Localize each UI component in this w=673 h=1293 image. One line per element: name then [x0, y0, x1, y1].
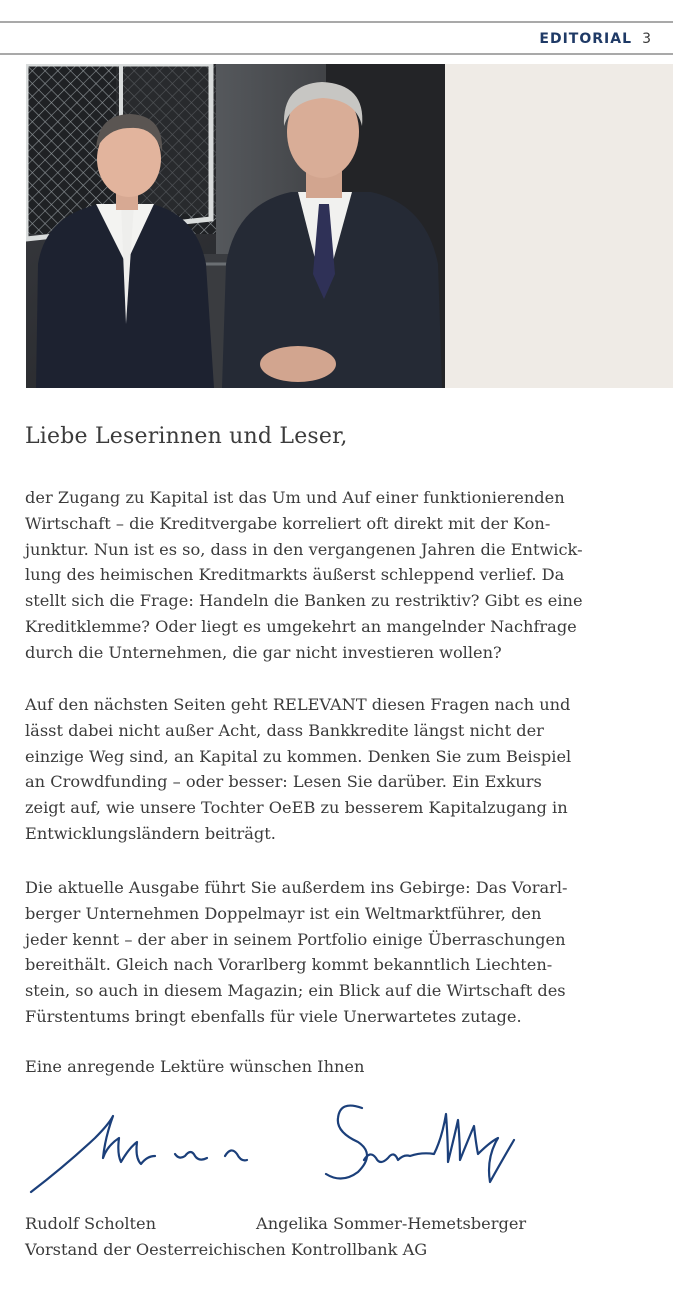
paragraph-line: zeigt auf, wie unsere Tochter OeEB zu besserem Kapitalzugang in — [25, 798, 568, 818]
section-label: EDITORIAL — [539, 31, 632, 47]
paragraph-line: Entwicklungsländern beiträgt. — [25, 823, 276, 843]
paragraph-line: durch die Unternehmen, die gar nicht investieren wollen? — [25, 642, 502, 662]
signature-scholten — [25, 1098, 265, 1198]
signatory-role: Vorstand der Oesterreichischen Kontrollbank AG — [25, 1240, 428, 1259]
paragraph-line: an Crowdfunding – oder besser: Lesen Sie darüber. Ein Exkurs — [25, 772, 542, 792]
paragraph-line: stellt sich die Frage: Handeln die Banken zu restriktiv? Gibt es eine — [25, 591, 583, 611]
photo-side-panel — [445, 64, 673, 388]
closing-line: Eine anregende Lektüre wünschen Ihnen — [25, 1057, 365, 1076]
paragraph-line: Die aktuelle Ausgabe führt Sie außerdem ins Gebirge: Das Vorarl- — [25, 878, 568, 897]
paragraph-line: bereithält. Gleich nach Vorarlberg kommt bekanntlich Liechten- — [25, 955, 553, 975]
signature-sommer-hemetsberger — [318, 1098, 528, 1198]
paragraph-line: stein, so auch in diesem Magazin; ein Blick auf die Wirtschaft des — [25, 981, 566, 1001]
paragraph-line: Kreditklemme? Oder liegt es umgekehrt an mangelnder Nachfrage — [25, 616, 577, 636]
page-number: 3 — [642, 31, 651, 47]
greeting: Liebe Leserinnen und Leser, — [25, 424, 348, 449]
portrait-illustration — [26, 64, 445, 388]
paragraph-line: lässt dabei nicht außer Acht, dass Bankkredite längst nicht der — [25, 720, 544, 740]
paragraph-2 — [25, 692, 645, 847]
paragraph-line: junktur. Nun ist es so, dass in den vergangenen Jahren die Entwick- — [25, 539, 583, 559]
paragraph-line: Wirtschaft – die Kreditvergabe korreliert oft direkt mit der Kon- — [25, 513, 551, 533]
signatory-name-1: Rudolf Scholten — [25, 1214, 157, 1233]
header-bar — [0, 21, 673, 55]
paragraph-line: einzige Weg sind, an Kapital zu kommen. Denken Sie zum Beispiel — [25, 746, 572, 766]
paragraph-line: berger Unternehmen Doppelmayr ist ein Weltmarktführer, den — [25, 903, 542, 923]
signatory-name-2: Angelika Sommer-Hemetsberger — [256, 1214, 527, 1233]
paragraph-line: Auf den nächsten Seiten geht RELEVANT diesen Fragen nach und — [25, 695, 571, 714]
paragraph-line: der Zugang zu Kapital ist das Um und Auf einer funktionierenden — [25, 488, 565, 507]
paragraph-line: lung des heimischen Kreditmarkts äußerst schleppend verlief. Da — [25, 565, 565, 585]
portrait-photo — [26, 64, 445, 388]
paragraph-line: jeder kennt – der aber in seinem Portfolio einige Überraschungen — [25, 929, 566, 949]
paragraph-line: Fürstentums bringt ebenfalls für viele Unerwartetes zutage. — [25, 1006, 522, 1026]
paragraph-3 — [25, 875, 645, 1030]
paragraph-1 — [25, 485, 645, 666]
